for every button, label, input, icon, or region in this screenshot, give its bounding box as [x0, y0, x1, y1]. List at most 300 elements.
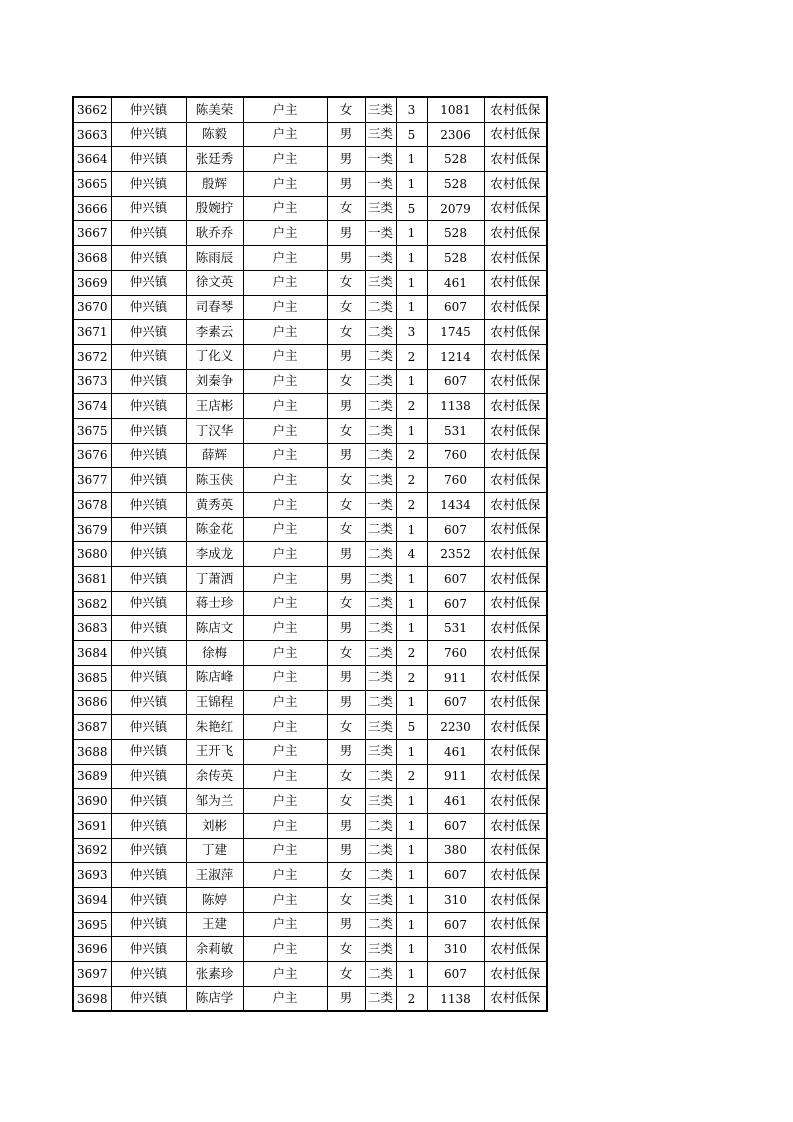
household-size-cell: 5	[396, 122, 427, 147]
name-cell: 陈店文	[186, 616, 243, 641]
town-cell: 仲兴镇	[111, 320, 186, 345]
assistance-type-cell: 农村低保	[484, 912, 547, 937]
town-cell: 仲兴镇	[111, 122, 186, 147]
serial-number-cell: 3662	[73, 97, 111, 122]
serial-number-cell: 3678	[73, 493, 111, 518]
relation-cell: 户主	[243, 221, 327, 246]
table-row	[73, 246, 547, 271]
household-size-cell: 5	[396, 196, 427, 221]
relation-cell: 户主	[243, 493, 327, 518]
category-cell: 二类	[365, 320, 396, 345]
household-size-cell: 1	[396, 517, 427, 542]
table-row	[73, 394, 547, 419]
relation-cell: 户主	[243, 567, 327, 592]
gender-cell: 女	[327, 641, 365, 666]
gender-cell: 女	[327, 196, 365, 221]
assistance-type-cell: 农村低保	[484, 641, 547, 666]
relation-cell: 户主	[243, 739, 327, 764]
household-size-cell: 3	[396, 320, 427, 345]
table-row	[73, 468, 547, 493]
table-row	[73, 937, 547, 962]
amount-cell: 607	[427, 912, 484, 937]
category-cell: 二类	[365, 863, 396, 888]
category-cell: 二类	[365, 962, 396, 987]
name-cell: 刘秦争	[186, 369, 243, 394]
gender-cell: 女	[327, 863, 365, 888]
town-cell: 仲兴镇	[111, 468, 186, 493]
serial-number-cell: 3694	[73, 888, 111, 913]
amount-cell: 1081	[427, 97, 484, 122]
assistance-type-cell: 农村低保	[484, 863, 547, 888]
assistance-type-cell: 农村低保	[484, 270, 547, 295]
household-size-cell: 1	[396, 418, 427, 443]
table-row	[73, 813, 547, 838]
relation-cell: 户主	[243, 616, 327, 641]
assistance-type-cell: 农村低保	[484, 295, 547, 320]
household-size-cell: 1	[396, 888, 427, 913]
town-cell: 仲兴镇	[111, 147, 186, 172]
roster-body	[73, 97, 547, 1011]
gender-cell: 男	[327, 813, 365, 838]
serial-number-cell: 3685	[73, 665, 111, 690]
serial-number-cell: 3683	[73, 616, 111, 641]
name-cell: 余传英	[186, 764, 243, 789]
gender-cell: 女	[327, 888, 365, 913]
gender-cell: 女	[327, 937, 365, 962]
relation-cell: 户主	[243, 813, 327, 838]
name-cell: 薛辉	[186, 443, 243, 468]
household-size-cell: 1	[396, 912, 427, 937]
category-cell: 一类	[365, 172, 396, 197]
category-cell: 一类	[365, 221, 396, 246]
assistance-type-cell: 农村低保	[484, 443, 547, 468]
table-row	[73, 320, 547, 345]
gender-cell: 女	[327, 369, 365, 394]
amount-cell: 607	[427, 567, 484, 592]
table-row	[73, 616, 547, 641]
serial-number-cell: 3670	[73, 295, 111, 320]
relation-cell: 户主	[243, 295, 327, 320]
relation-cell: 户主	[243, 838, 327, 863]
household-size-cell: 2	[396, 665, 427, 690]
relation-cell: 户主	[243, 641, 327, 666]
assistance-type-cell: 农村低保	[484, 962, 547, 987]
town-cell: 仲兴镇	[111, 567, 186, 592]
town-cell: 仲兴镇	[111, 221, 186, 246]
amount-cell: 310	[427, 888, 484, 913]
category-cell: 三类	[365, 789, 396, 814]
name-cell: 陈店峰	[186, 665, 243, 690]
serial-number-cell: 3666	[73, 196, 111, 221]
amount-cell: 2079	[427, 196, 484, 221]
name-cell: 陈玉侠	[186, 468, 243, 493]
table-row	[73, 641, 547, 666]
amount-cell: 607	[427, 690, 484, 715]
name-cell: 丁萧洒	[186, 567, 243, 592]
gender-cell: 男	[327, 838, 365, 863]
relation-cell: 户主	[243, 196, 327, 221]
gender-cell: 男	[327, 344, 365, 369]
table-row	[73, 221, 547, 246]
assistance-type-cell: 农村低保	[484, 468, 547, 493]
category-cell: 三类	[365, 739, 396, 764]
gender-cell: 男	[327, 147, 365, 172]
name-cell: 陈毅	[186, 122, 243, 147]
amount-cell: 1138	[427, 394, 484, 419]
table-row	[73, 147, 547, 172]
town-cell: 仲兴镇	[111, 591, 186, 616]
town-cell: 仲兴镇	[111, 246, 186, 271]
category-cell: 三类	[365, 270, 396, 295]
name-cell: 李素云	[186, 320, 243, 345]
town-cell: 仲兴镇	[111, 739, 186, 764]
gender-cell: 女	[327, 295, 365, 320]
amount-cell: 607	[427, 517, 484, 542]
household-size-cell: 1	[396, 591, 427, 616]
relation-cell: 户主	[243, 912, 327, 937]
town-cell: 仲兴镇	[111, 789, 186, 814]
table-row	[73, 962, 547, 987]
relation-cell: 户主	[243, 369, 327, 394]
serial-number-cell: 3691	[73, 813, 111, 838]
assistance-type-cell: 农村低保	[484, 221, 547, 246]
gender-cell: 男	[327, 221, 365, 246]
gender-cell: 女	[327, 715, 365, 740]
relation-cell: 户主	[243, 937, 327, 962]
category-cell: 三类	[365, 122, 396, 147]
town-cell: 仲兴镇	[111, 443, 186, 468]
household-size-cell: 1	[396, 789, 427, 814]
serial-number-cell: 3677	[73, 468, 111, 493]
gender-cell: 男	[327, 122, 365, 147]
name-cell: 陈雨辰	[186, 246, 243, 271]
relation-cell: 户主	[243, 591, 327, 616]
amount-cell: 760	[427, 641, 484, 666]
town-cell: 仲兴镇	[111, 97, 186, 122]
serial-number-cell: 3698	[73, 986, 111, 1011]
table-row	[73, 270, 547, 295]
table-row	[73, 418, 547, 443]
town-cell: 仲兴镇	[111, 344, 186, 369]
assistance-type-cell: 农村低保	[484, 665, 547, 690]
category-cell: 二类	[365, 986, 396, 1011]
category-cell: 二类	[365, 369, 396, 394]
relation-cell: 户主	[243, 246, 327, 271]
household-size-cell: 2	[396, 764, 427, 789]
gender-cell: 男	[327, 986, 365, 1011]
assistance-type-cell: 农村低保	[484, 739, 547, 764]
town-cell: 仲兴镇	[111, 196, 186, 221]
serial-number-cell: 3697	[73, 962, 111, 987]
table-row	[73, 715, 547, 740]
assistance-type-cell: 农村低保	[484, 986, 547, 1011]
gender-cell: 女	[327, 517, 365, 542]
amount-cell: 461	[427, 789, 484, 814]
assistance-type-cell: 农村低保	[484, 789, 547, 814]
category-cell: 二类	[365, 542, 396, 567]
category-cell: 二类	[365, 591, 396, 616]
name-cell: 张素珍	[186, 962, 243, 987]
category-cell: 二类	[365, 418, 396, 443]
relation-cell: 户主	[243, 468, 327, 493]
serial-number-cell: 3681	[73, 567, 111, 592]
assistance-type-cell: 农村低保	[484, 616, 547, 641]
assistance-type-cell: 农村低保	[484, 246, 547, 271]
amount-cell: 1138	[427, 986, 484, 1011]
serial-number-cell: 3674	[73, 394, 111, 419]
category-cell: 二类	[365, 394, 396, 419]
amount-cell: 531	[427, 418, 484, 443]
assistance-type-cell: 农村低保	[484, 122, 547, 147]
table-row	[73, 764, 547, 789]
household-size-cell: 1	[396, 369, 427, 394]
household-size-cell: 2	[396, 443, 427, 468]
assistance-type-cell: 农村低保	[484, 764, 547, 789]
household-size-cell: 1	[396, 838, 427, 863]
assistance-type-cell: 农村低保	[484, 517, 547, 542]
amount-cell: 607	[427, 591, 484, 616]
gender-cell: 男	[327, 912, 365, 937]
household-size-cell: 1	[396, 937, 427, 962]
household-size-cell: 1	[396, 813, 427, 838]
table-row	[73, 443, 547, 468]
household-size-cell: 1	[396, 147, 427, 172]
relation-cell: 户主	[243, 270, 327, 295]
relation-cell: 户主	[243, 986, 327, 1011]
household-size-cell: 2	[396, 641, 427, 666]
assistance-type-cell: 农村低保	[484, 493, 547, 518]
amount-cell: 2306	[427, 122, 484, 147]
serial-number-cell: 3679	[73, 517, 111, 542]
household-size-cell: 2	[396, 468, 427, 493]
household-size-cell: 1	[396, 295, 427, 320]
amount-cell: 607	[427, 369, 484, 394]
household-size-cell: 1	[396, 690, 427, 715]
gender-cell: 女	[327, 320, 365, 345]
table-row	[73, 838, 547, 863]
category-cell: 三类	[365, 196, 396, 221]
table-row	[73, 122, 547, 147]
relation-cell: 户主	[243, 418, 327, 443]
category-cell: 三类	[365, 97, 396, 122]
town-cell: 仲兴镇	[111, 172, 186, 197]
name-cell: 邹为兰	[186, 789, 243, 814]
town-cell: 仲兴镇	[111, 937, 186, 962]
gender-cell: 女	[327, 97, 365, 122]
amount-cell: 607	[427, 295, 484, 320]
relation-cell: 户主	[243, 789, 327, 814]
town-cell: 仲兴镇	[111, 270, 186, 295]
serial-number-cell: 3684	[73, 641, 111, 666]
relation-cell: 户主	[243, 443, 327, 468]
amount-cell: 1745	[427, 320, 484, 345]
table-row	[73, 912, 547, 937]
serial-number-cell: 3688	[73, 739, 111, 764]
name-cell: 陈金花	[186, 517, 243, 542]
amount-cell: 528	[427, 147, 484, 172]
amount-cell: 1434	[427, 493, 484, 518]
serial-number-cell: 3669	[73, 270, 111, 295]
gender-cell: 男	[327, 394, 365, 419]
table-row	[73, 295, 547, 320]
household-size-cell: 1	[396, 962, 427, 987]
relation-cell: 户主	[243, 665, 327, 690]
relation-cell: 户主	[243, 962, 327, 987]
household-size-cell: 1	[396, 221, 427, 246]
town-cell: 仲兴镇	[111, 517, 186, 542]
relation-cell: 户主	[243, 172, 327, 197]
gender-cell: 女	[327, 789, 365, 814]
town-cell: 仲兴镇	[111, 888, 186, 913]
household-size-cell: 3	[396, 97, 427, 122]
name-cell: 蒋士珍	[186, 591, 243, 616]
town-cell: 仲兴镇	[111, 369, 186, 394]
table-row	[73, 690, 547, 715]
name-cell: 王锦程	[186, 690, 243, 715]
relation-cell: 户主	[243, 542, 327, 567]
name-cell: 余莉敏	[186, 937, 243, 962]
serial-number-cell: 3682	[73, 591, 111, 616]
assistance-type-cell: 农村低保	[484, 542, 547, 567]
town-cell: 仲兴镇	[111, 863, 186, 888]
category-cell: 二类	[365, 764, 396, 789]
name-cell: 王建	[186, 912, 243, 937]
name-cell: 丁化义	[186, 344, 243, 369]
table-row	[73, 591, 547, 616]
category-cell: 三类	[365, 888, 396, 913]
name-cell: 张廷秀	[186, 147, 243, 172]
amount-cell: 1214	[427, 344, 484, 369]
assistance-type-cell: 农村低保	[484, 715, 547, 740]
household-size-cell: 2	[396, 493, 427, 518]
assistance-type-cell: 农村低保	[484, 888, 547, 913]
relation-cell: 户主	[243, 394, 327, 419]
serial-number-cell: 3696	[73, 937, 111, 962]
name-cell: 司春琴	[186, 295, 243, 320]
assistance-type-cell: 农村低保	[484, 838, 547, 863]
relation-cell: 户主	[243, 863, 327, 888]
category-cell: 二类	[365, 813, 396, 838]
table-row	[73, 739, 547, 764]
town-cell: 仲兴镇	[111, 616, 186, 641]
household-size-cell: 2	[396, 344, 427, 369]
name-cell: 陈婷	[186, 888, 243, 913]
relation-cell: 户主	[243, 122, 327, 147]
household-size-cell: 1	[396, 270, 427, 295]
serial-number-cell: 3695	[73, 912, 111, 937]
name-cell: 王开飞	[186, 739, 243, 764]
assistance-type-cell: 农村低保	[484, 567, 547, 592]
household-size-cell: 1	[396, 739, 427, 764]
amount-cell: 2230	[427, 715, 484, 740]
town-cell: 仲兴镇	[111, 665, 186, 690]
relation-cell: 户主	[243, 690, 327, 715]
category-cell: 二类	[365, 517, 396, 542]
name-cell: 殷婉拧	[186, 196, 243, 221]
gender-cell: 男	[327, 567, 365, 592]
serial-number-cell: 3668	[73, 246, 111, 271]
town-cell: 仲兴镇	[111, 493, 186, 518]
serial-number-cell: 3680	[73, 542, 111, 567]
category-cell: 二类	[365, 443, 396, 468]
assistance-type-cell: 农村低保	[484, 591, 547, 616]
household-size-cell: 1	[396, 616, 427, 641]
amount-cell: 607	[427, 962, 484, 987]
assistance-type-cell: 农村低保	[484, 320, 547, 345]
relation-cell: 户主	[243, 344, 327, 369]
amount-cell: 760	[427, 443, 484, 468]
household-size-cell: 1	[396, 863, 427, 888]
name-cell: 丁建	[186, 838, 243, 863]
town-cell: 仲兴镇	[111, 838, 186, 863]
category-cell: 二类	[365, 912, 396, 937]
serial-number-cell: 3686	[73, 690, 111, 715]
amount-cell: 380	[427, 838, 484, 863]
town-cell: 仲兴镇	[111, 912, 186, 937]
assistance-type-cell: 农村低保	[484, 937, 547, 962]
gender-cell: 男	[327, 443, 365, 468]
table-row	[73, 369, 547, 394]
name-cell: 王店彬	[186, 394, 243, 419]
category-cell: 二类	[365, 641, 396, 666]
name-cell: 李成龙	[186, 542, 243, 567]
assistance-type-cell: 农村低保	[484, 813, 547, 838]
table-row	[73, 196, 547, 221]
serial-number-cell: 3667	[73, 221, 111, 246]
relation-cell: 户主	[243, 764, 327, 789]
table-row	[73, 665, 547, 690]
gender-cell: 女	[327, 493, 365, 518]
serial-number-cell: 3675	[73, 418, 111, 443]
gender-cell: 女	[327, 764, 365, 789]
assistance-type-cell: 农村低保	[484, 394, 547, 419]
gender-cell: 男	[327, 172, 365, 197]
category-cell: 三类	[365, 715, 396, 740]
gender-cell: 女	[327, 591, 365, 616]
table-row	[73, 789, 547, 814]
household-size-cell: 2	[396, 986, 427, 1011]
amount-cell: 607	[427, 863, 484, 888]
amount-cell: 911	[427, 764, 484, 789]
category-cell: 一类	[365, 246, 396, 271]
amount-cell: 461	[427, 739, 484, 764]
serial-number-cell: 3692	[73, 838, 111, 863]
serial-number-cell: 3689	[73, 764, 111, 789]
category-cell: 一类	[365, 147, 396, 172]
assistance-type-cell: 农村低保	[484, 344, 547, 369]
town-cell: 仲兴镇	[111, 962, 186, 987]
serial-number-cell: 3665	[73, 172, 111, 197]
serial-number-cell: 3673	[73, 369, 111, 394]
town-cell: 仲兴镇	[111, 813, 186, 838]
amount-cell: 528	[427, 221, 484, 246]
gender-cell: 女	[327, 270, 365, 295]
name-cell: 徐文英	[186, 270, 243, 295]
name-cell: 王淑萍	[186, 863, 243, 888]
serial-number-cell: 3663	[73, 122, 111, 147]
table-row	[73, 888, 547, 913]
assistance-type-cell: 农村低保	[484, 147, 547, 172]
relation-cell: 户主	[243, 517, 327, 542]
amount-cell: 461	[427, 270, 484, 295]
relation-cell: 户主	[243, 888, 327, 913]
assistance-type-cell: 农村低保	[484, 690, 547, 715]
name-cell: 刘彬	[186, 813, 243, 838]
gender-cell: 女	[327, 418, 365, 443]
table-row	[73, 97, 547, 122]
name-cell: 丁汉华	[186, 418, 243, 443]
gender-cell: 男	[327, 616, 365, 641]
